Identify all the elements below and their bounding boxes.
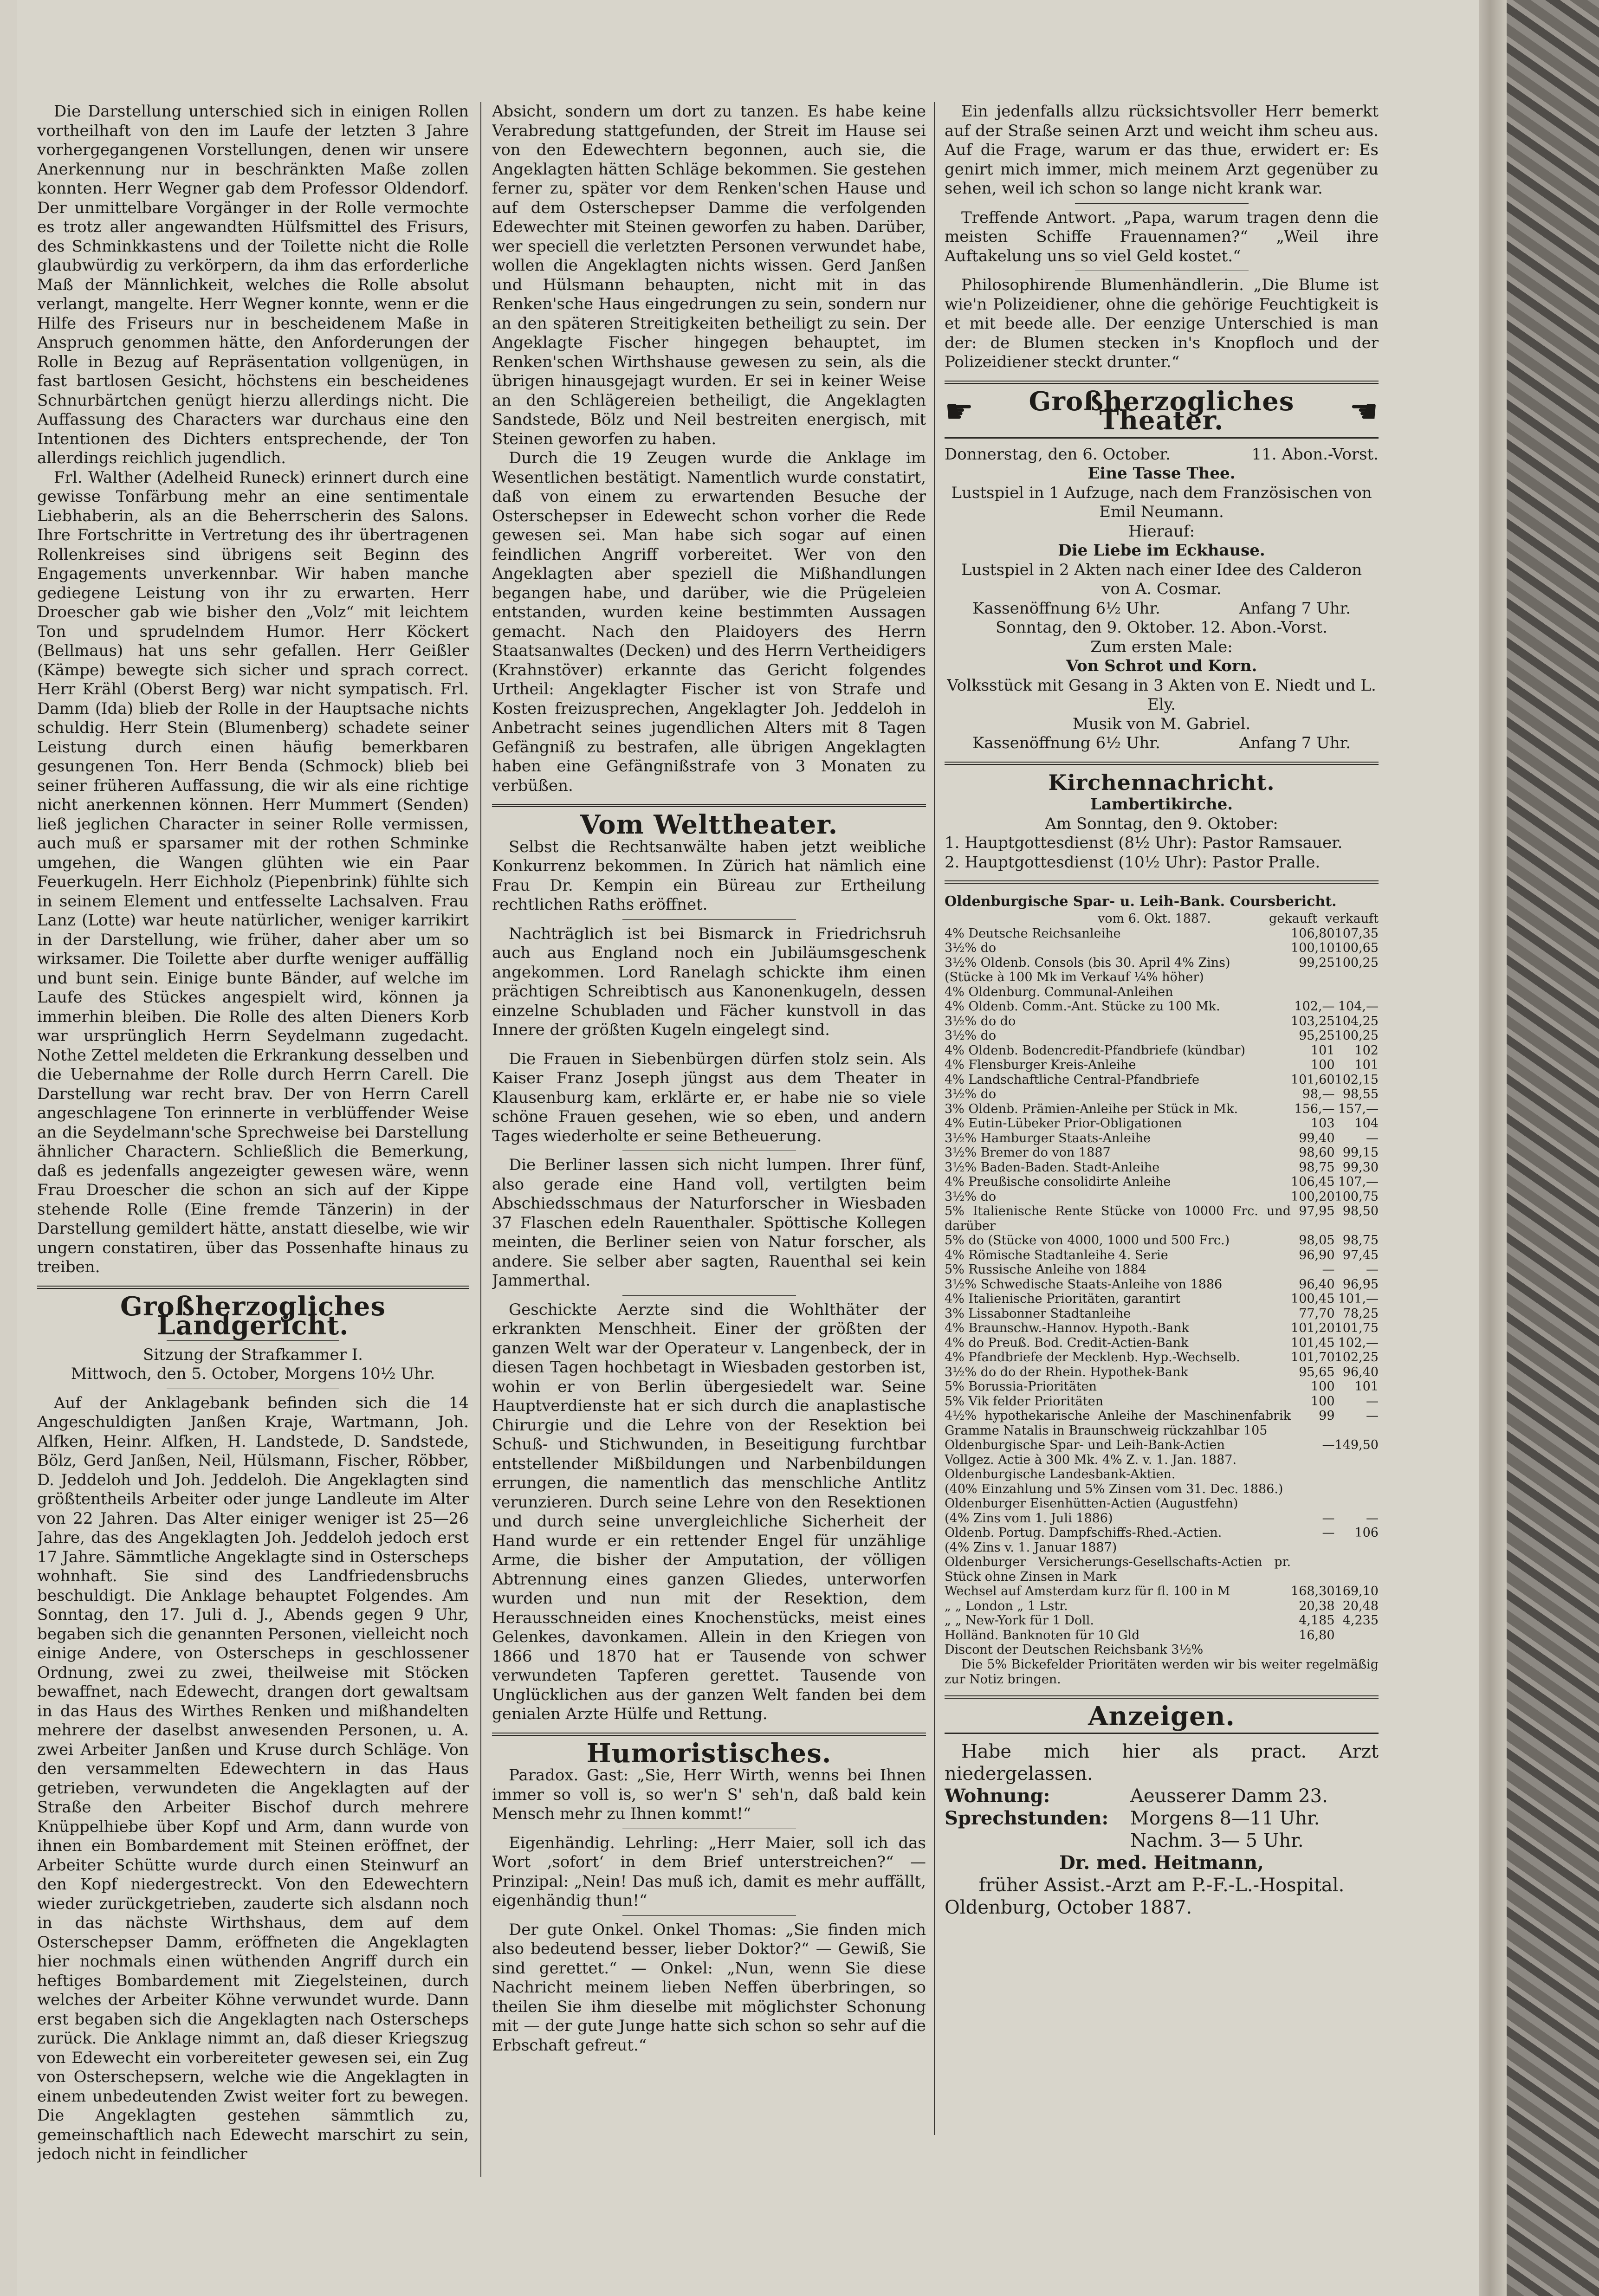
- section-divider: [945, 880, 1379, 884]
- church-title: Kirchennachricht.: [1048, 770, 1275, 795]
- kurs-row: [945, 1511, 1379, 1526]
- pointing-hand-right-icon: ☛: [945, 392, 974, 430]
- kurs-row: [945, 956, 1379, 970]
- kurs-row: [945, 1131, 1379, 1146]
- kurs-security: 4% Braunschw.-Hannov. Hypoth.-Bank: [945, 1321, 1189, 1335]
- theater-hierauf: Hierauf:: [1128, 522, 1195, 541]
- church-date: Am Sonntag, den 9. Oktober:: [1045, 814, 1278, 833]
- kurs-row: [945, 1584, 1379, 1599]
- kurs-security: 3½% Oldenb. Consols (bis 30. April 4% Zins): [945, 955, 1230, 970]
- kurs-row: [945, 926, 1379, 941]
- kurs-sold: 100,65: [1334, 941, 1379, 955]
- section-divider: [945, 381, 1379, 384]
- kurs-security: „ „ London „ 1 Lstr.: [945, 1598, 1068, 1613]
- doctor-ad: [945, 1740, 1379, 1919]
- theater-desc: Volksstück mit Gesang in 3 Akten von E. Niedt und L. Ely.: [947, 676, 1376, 714]
- kurs-bought: 95,65: [1299, 1365, 1335, 1379]
- kurs-sold: [1335, 1482, 1379, 1497]
- kurs-sold: 102,—: [1338, 1335, 1379, 1350]
- theater-desc: Lustspiel in 2 Akten nach einer Idee des Calderon von A. Cosmar.: [961, 560, 1362, 598]
- kurs-security: 3½% Bremer do von 1887: [945, 1145, 1111, 1160]
- kurs-security: „ „ New-York für 1 Doll.: [945, 1613, 1094, 1628]
- kurs-bought: 100,10: [1291, 941, 1335, 955]
- kurs-bought: 101,45: [1291, 1335, 1335, 1350]
- item-rule: [622, 1295, 796, 1296]
- kurs-sold: —: [1366, 1409, 1379, 1423]
- kurs-sold: —: [1366, 1262, 1379, 1277]
- kurs-sold: 149,50: [1334, 1438, 1379, 1452]
- kurs-row: [945, 1350, 1379, 1365]
- kurs-security: 3½% Schwedische Staats-Anleihe von 1886: [945, 1277, 1223, 1292]
- theater-open: Kassenöffnung 6½ Uhr.: [972, 599, 1160, 618]
- kurs-security: 5% Borussia-Prioritäten: [945, 1379, 1097, 1394]
- kurs-sold: 78,25: [1342, 1306, 1379, 1321]
- kurs-row: [945, 1073, 1379, 1087]
- ad-address: Aeusserer Damm 23.: [1130, 1785, 1328, 1807]
- kurs-col-bought: gekauft: [1269, 911, 1317, 926]
- theater-title: Großherzogliches Theater.: [1029, 386, 1295, 436]
- kurs-sold: —: [1366, 1511, 1379, 1526]
- kurs-bought: [1291, 970, 1334, 985]
- kurs-note: Die 5% Bickefelder Prioritäten werden wir bis weiter regelmäßig zur Notiz bringen.: [945, 1657, 1379, 1687]
- kurs-security: 4% do Preuß. Bod. Credit-Actien-Bank: [945, 1335, 1189, 1350]
- ad-hours-row: [945, 1830, 1379, 1852]
- kurs-row: [945, 1379, 1379, 1394]
- misc-item: Philosophirende Blumenhändlerin. „Die Blume ist wie'n Polizeidiener, ohne die gehörige Feuchtigkeit is et mit beede alle. Der eenzige Unterschied is man der: de Blumen stecken in's Knopfloch und der Polizeidiener steckt drunter.“: [945, 276, 1379, 371]
- kurs-row: [945, 1175, 1379, 1190]
- kurs-bought: 98,60: [1299, 1145, 1335, 1160]
- kurs-bought: 106,80: [1291, 926, 1335, 941]
- kurs-bought: —: [1322, 1511, 1335, 1526]
- kurs-sold: 101,75: [1334, 1321, 1379, 1335]
- kurs-row: [945, 1262, 1379, 1277]
- kurs-row: [945, 1087, 1379, 1102]
- kurs-sold: [1335, 1453, 1379, 1468]
- kurs-sold: [1335, 1467, 1379, 1482]
- court-sitting: Sitzung der Strafkammer I.: [143, 1345, 363, 1364]
- kurs-row: [945, 1438, 1379, 1453]
- kurs-row: [945, 985, 1379, 1000]
- theater-first: Zum ersten Male:: [1090, 637, 1233, 656]
- kurs-bought: 4,185: [1299, 1613, 1335, 1628]
- kurs-bought: 156,—: [1294, 1101, 1335, 1116]
- ad-hours-label: Sprechstunden:: [945, 1807, 1109, 1829]
- misc-item: Ein jedenfalls allzu rücksichtsvoller Herr bemerkt auf der Straße seinen Arzt und weicht ihm scheu aus. Auf die Frage, warum er das thue, erwidert er: Es genirt mich immer, mich meinem Arzt gegenüber zu sehen, weil ich schon so lange nicht krank war.: [945, 102, 1379, 198]
- kurs-sold: 106: [1354, 1526, 1379, 1540]
- ad-former-position: früher Assist.-Arzt am P.-F.-L.-Hospital.: [978, 1875, 1345, 1896]
- kurs-bought: 103,25: [1291, 1014, 1335, 1028]
- kurs-security: 3½% Hamburger Staats-Anleihe: [945, 1131, 1151, 1145]
- section-divider: [945, 1695, 1379, 1699]
- kurs-sold: 169,10: [1334, 1584, 1379, 1598]
- left-page-edge: [0, 0, 18, 2296]
- kurs-row: [945, 1555, 1379, 1584]
- theater-music: Musik von M. Gabriel.: [1072, 714, 1251, 733]
- kurs-security: 4% Pfandbriefe der Mecklenb. Hyp.-Wechselb.: [945, 1350, 1240, 1365]
- kurs-sold: 101: [1354, 1058, 1379, 1072]
- kurs-sold: 102,25: [1334, 1350, 1379, 1365]
- kurs-sold: —: [1366, 1394, 1379, 1409]
- title-rule: [945, 1733, 1379, 1734]
- kurs-security: Holländ. Banknoten für 10 Gld: [945, 1628, 1140, 1643]
- welttheater-title: Vom Welttheater.: [580, 809, 838, 840]
- kurs-security: 4% Oldenb. Comm.-Ant. Stücke zu 100 Mk.: [945, 999, 1220, 1014]
- kurs-row: [945, 1248, 1379, 1263]
- kurs-bought: 98,05: [1299, 1233, 1335, 1248]
- kurs-bought: —: [1322, 1438, 1335, 1452]
- kurs-security: 3½% do do der Rhein. Hypothek-Bank: [945, 1365, 1188, 1379]
- welt-item: Die Frauen in Siebenbürgen dürfen stolz sein. Als Kaiser Franz Joseph jüngst aus dem Theater in Klausenburg kam, erklärte er, er habe nie so viele schöne Frauen gesehen, wie so eben, und andern Tages wiederholte er seine Betheuerung.: [492, 1049, 926, 1145]
- kurs-row: [945, 1628, 1379, 1643]
- kurs-security: 3% Lissabonner Stadtanleihe: [945, 1306, 1131, 1321]
- welt-item: Nachträglich ist bei Bismarck in Friedrichsruh auch aus England noch ein Jubiläumsgeschenk angekommen. Lord Ranelagh schickte ihm einen prächtigen Schreibtisch aus Kanonenkugeln, dessen einzelne Schubladen und Fächer kunstvoll in das Innere der größten Kugeln eingelegt sind.: [492, 924, 926, 1039]
- item-rule: [1075, 203, 1249, 204]
- kurs-sold: 157,—: [1338, 1101, 1379, 1116]
- kurs-row: [945, 1599, 1379, 1614]
- kurs-title: Oldenburgische Spar- u. Leih-Bank. Coursbericht.: [945, 893, 1337, 910]
- kurs-sold: —: [1366, 1131, 1379, 1145]
- kurs-security: 3½% do: [945, 1189, 997, 1204]
- kurs-row: [945, 1365, 1379, 1380]
- kurs-bought: 100,20: [1291, 1189, 1335, 1204]
- kurs-row: [945, 1277, 1379, 1292]
- column-rule-2: [934, 102, 935, 2135]
- kurs-security: 5% Russische Anleihe von 1884: [945, 1262, 1146, 1277]
- item-rule: [622, 1915, 796, 1916]
- kurs-sold: [1335, 970, 1379, 985]
- kurs-sold: 107,—: [1338, 1175, 1379, 1189]
- column-3: [945, 102, 1379, 1919]
- kurs-bought: [1291, 1467, 1334, 1482]
- kurs-row: [945, 1145, 1379, 1160]
- church-service: 1. Hauptgottesdienst (8½ Uhr): Pastor Ramsauer.: [945, 834, 1343, 852]
- kurs-sold: 4,235: [1342, 1613, 1379, 1628]
- theater-times: [945, 734, 1379, 753]
- theater-review-para: Frl. Walther (Adelheid Runeck) erinnert durch eine gewisse Tonfärbung mehr an eine sentimentale Liebhaberin, als an die Beherrscherin des Salons. Ihre Fortschritte in Vertretung des ihr übertragenen Rollenkreises sind übrigens seit Beginn des Engagements unverkennbar. Wir haben manche gediegene Leistung von ihr zu erwarten. Herr Droescher gab wie bisher den „Volz“ mit leichtem Ton und sprudelndem Humor. Herr Köckert (Bellmaus) hat uns sehr gefallen. Herr Geißler (Kämpe) bewegte sich sicher und sprach correct. Herr Krähl (Oberst Berg) war nicht sympatisch. Frl. Damm (Ida) blieb der Rolle in der Hauptsache nichts schuldig. Herr Stein (Blumenberg) schadete seiner Leistung durch einen häufig bemerkbaren gesungenen Ton. Herr Benda (Schmock) blieb bei seiner früheren Auffassung, die wir als eine richtige nicht anerkennen können. Herr Mummert (Senden) ließ jeglichen Character in seiner Rolle vermissen, auch muß er sparsamer mit der rothen Schminke umgehen, die Wangen glühten wie ein Paar Feuerkugeln. Herr Eichholz (Piepenbrink) fühlte sich in seinem Element und entfesselte Lachsalven. Frau Lanz (Lotte) war heute natürlicher, weniger karrikirt in der Darstellung, wie früher, daher aber um so wirksamer. Die Toilette aber durfte weniger auffällig und bunt sein. Einige bunte Bänder, auf welche im Laufe des Stückes angespielt wird, können ja immerhin bleiben. Die Rolle des alten Dieners Korb war ursprünglich Herrn Seydelmann zugedacht. Nothe Zettel meldeten die Erkrankung desselben und die Uebernahme der Rolle durch Herrn Carell. Die Darstellung war recht brav. Der von Herrn Carell angeschlagene Ton erinnerte in verblüffender Weise an die Seydelmann'sche Sprechweise bei Darstellung ähnlicher Charactern. Schließlich die Bemerkung, daß es jedenfalls angezeigter gewesen wäre, wenn Frau Droescher die schon an sich auf der Kippe stehende Rolle (Eine fremde Tänzerin) in der Darstellung gemildert hätte, anstatt dieselbe, wie wir ungern constatiren, über das Possenhafte hinaus zu treiben.: [37, 468, 469, 1276]
- kurs-bought: [1291, 1453, 1334, 1468]
- kurs-sold: 107,35: [1334, 926, 1379, 941]
- kurs-sold: 104,—: [1338, 999, 1379, 1014]
- kurs-sold: 98,50: [1342, 1204, 1379, 1218]
- theater-desc: Lustspiel in 1 Aufzuge, nach dem Französischen von Emil Neumann.: [951, 483, 1372, 521]
- theater-date: Sonntag, den 9. Oktober. 12. Abon.-Vorst.: [996, 618, 1327, 637]
- kurs-date: vom 6. Okt. 1887.: [1098, 911, 1211, 926]
- kurs-security: 4% Römische Stadtanleihe 4. Serie: [945, 1248, 1168, 1262]
- kurs-security: 3% Oldenb. Prämien-Anleihe per Stück in Mk.: [945, 1101, 1238, 1116]
- kurs-row: [945, 1116, 1379, 1131]
- item-rule: [622, 919, 796, 920]
- kurs-row: [945, 1453, 1379, 1468]
- kurs-bought: 103: [1310, 1116, 1335, 1131]
- section-divider: [492, 1733, 926, 1736]
- court-date: Mittwoch, den 5. October, Morgens 10½ Uhr.: [71, 1365, 435, 1383]
- kurs-sold: [1335, 1643, 1379, 1657]
- court-text-cont: Absicht, sondern um dort zu tanzen. Es habe keine Verabredung stattgefunden, der Streit im Hause sei von den Edewechtern begonnen, auch sie, die Angeklagten hätten Schläge bekommen. Sie gestehen ferner zu, später vor dem Renken'schen Hause und auf dem Osterschepser Damme die verfolgenden Edewechter mit Steinen geworfen zu haben. Darüber, wer speciell die verletzten Personen verwundet habe, wollen die Angeklagten nichts wissen. Gerd Janßen und Hülsmann behaupten, nicht mit in das Renken'sche Haus eingedrungen zu sein, sondern nur an den späteren Streitigkeiten betheiligt zu sein. Der Angeklagte Fischer hingegen behauptet, im Renken'schen Wirthshause gewesen zu sein, als die übrigen hinausgejagt wurden. Er sei in keiner Weise an den Schlägereien betheiligt, die Angeklagten Sandstede, Bölz und Neil bestreiten energisch, mit Steinen geworfen zu haben.: [492, 102, 926, 448]
- kurs-security: 4½% hypothekarische Anleihe der Maschinenfabrik Gramme Natalis in Braunschweig rückzahlbar 105: [945, 1409, 1291, 1438]
- kurs-security: 3½% do: [945, 1087, 997, 1101]
- kurs-bought: 168,30: [1291, 1584, 1335, 1598]
- kurs-sold: 101: [1354, 1379, 1379, 1394]
- kurs-bought: 96,40: [1299, 1277, 1335, 1292]
- kurs-row: [945, 1336, 1379, 1351]
- kurs-row: [945, 1321, 1379, 1336]
- kurs-security: (40% Einzahlung und 5% Zinsen vom 31. Dec. 1886.): [945, 1481, 1283, 1496]
- kurs-row: [945, 1467, 1379, 1482]
- welt-item: Selbst die Rechtsanwälte haben jetzt weibliche Konkurrenz bekommen. In Zürich hat nämlich eine Frau Dr. Kempin ein Büreau zur Ertheilung rechtlichen Raths eröffnet.: [492, 837, 926, 914]
- kurs-security: 4% Flensburger Kreis-Anleihe: [945, 1058, 1136, 1072]
- theater-date: Donnerstag, den 6. October.: [945, 445, 1171, 464]
- kurs-row: [945, 1028, 1379, 1043]
- kurs-row: [945, 1643, 1379, 1657]
- kurs-sold: 97,45: [1342, 1248, 1379, 1262]
- kurs-security: 4% Oldenb. Bodencredit-Pfandbriefe (kündbar): [945, 1043, 1245, 1058]
- kurs-security: 4% Oldenburg. Communal-Anleihen: [945, 984, 1173, 999]
- kurs-sold: 98,75: [1342, 1233, 1379, 1248]
- kurs-row: [945, 941, 1379, 956]
- kurs-row: [945, 1058, 1379, 1073]
- section-divider: [945, 762, 1379, 765]
- ad-place-date: Oldenburg, October 1887.: [945, 1897, 1192, 1918]
- kurs-sold: 99,15: [1342, 1145, 1379, 1160]
- kurs-header: [945, 892, 1379, 912]
- pointing-hand-left-icon: ☛: [1349, 392, 1379, 430]
- kurs-security: (Stücke à 100 Mk im Verkauf ¼% höher): [945, 970, 1204, 984]
- column-1: [37, 102, 469, 2164]
- kurs-row: [945, 1482, 1379, 1497]
- column-rule-1: [480, 102, 481, 2177]
- kurs-security: 4% Deutsche Reichsanleihe: [945, 926, 1121, 941]
- kurs-bought: 77,70: [1299, 1306, 1335, 1321]
- kurs-security: Discont der Deutschen Reichsbank 3½%: [945, 1643, 1204, 1657]
- kurs-sold: 20,48: [1342, 1598, 1379, 1613]
- kurs-security: Oldenb. Portug. Dampfschiffs-Rhed.-Actien.: [945, 1526, 1222, 1540]
- theater-date-row: [945, 445, 1379, 465]
- kurs-sold: [1335, 1555, 1379, 1584]
- kurs-row: [945, 1014, 1379, 1029]
- kurs-security: 5% Vik felder Prioritäten: [945, 1394, 1104, 1409]
- ad-name: Dr. med. Heitmann,: [1059, 1852, 1264, 1874]
- church-service: 2. Hauptgottesdienst (10½ Uhr): Pastor Pralle.: [945, 853, 1321, 872]
- kurs-bought: 95,25: [1299, 1028, 1335, 1043]
- kurs-security: 4% Landschaftliche Central-Pfandbriefe: [945, 1072, 1200, 1087]
- kurs-sold: 104,25: [1334, 1014, 1379, 1028]
- kurs-bought: 99,40: [1299, 1131, 1335, 1145]
- theater-play: Die Liebe im Eckhause.: [1058, 541, 1265, 560]
- kurs-row: [945, 1160, 1379, 1175]
- humor-item: Der gute Onkel. Onkel Thomas: „Sie finden mich also bedeutend besser, lieber Doktor?“ — Gewiß, Sie sind gerettet.“ — Onkel: „Nun, wenn Sie diese Nachricht meinem lieben Neffen überbringen, so theilen Sie ihm dieselbe mit möglichster Schonung mit — der gute Junge hatte sich schon so sehr auf die Erbschaft gefreut.“: [492, 1920, 926, 2055]
- kurs-sold: [1335, 985, 1379, 1000]
- theater-play: Von Schrot und Korn.: [1066, 657, 1257, 675]
- theater-play: Eine Tasse Thee.: [1088, 464, 1236, 483]
- kurs-row: [945, 1102, 1379, 1117]
- kurs-security: 4% Preußische consolidirte Anleihe: [945, 1175, 1171, 1189]
- kurs-bought: —: [1322, 1262, 1335, 1277]
- kurs-bought: [1291, 1643, 1334, 1657]
- kurs-security: 5% do (Stücke von 4000, 1000 und 500 Frc.): [945, 1233, 1230, 1248]
- kurs-bought: 101,60: [1291, 1072, 1335, 1087]
- kurs-row: [945, 1306, 1379, 1321]
- kurs-bought: 16,80: [1299, 1628, 1335, 1643]
- kurs-sold: 102,15: [1334, 1072, 1379, 1087]
- kurs-sold: 100,25: [1334, 955, 1379, 970]
- theater-review-para: Die Darstellung unterschied sich in einigen Rollen vortheilhaft von den im Laufe der letzten 3 Jahre vorhergegangenen Vorstellungen, denen wir unsere Anerkennung nur in beschränkten Maße zollen konnten. Herr Wegner gab dem Professor Oldendorf. Der unmittelbare Vorgänger in der Rolle vermochte es trotz aller angewandten Hülfsmittel des Frisurs, des Schminkkastens und der Toilette nicht die Rolle glaubwürdig zu verkörpern, da ihm das erforderliche Maß der Männlichkeit, welches die Rolle absolut verlangt, mangelte. Herr Wegner konnte, wenn er die Hilfe des Friseurs nur in bescheidenem Maße in Anspruch genommen hätte, den Anforderungen der Rolle in Bezug auf Repräsentation vollgenügen, in fast bartlosen Gesicht, höchstens ein bescheidenes Schnurbärtchen genügt hierzu allerdings nicht. Die Auffassung des Characters war durchaus eine den Intentionen des Dichters entsprechende, der Ton allerdings reichlich jugendlich.: [37, 102, 469, 467]
- kurs-row: [945, 1190, 1379, 1204]
- kurs-security: Vollgez. Actie à 300 Mk. 4% Z. v. 1. Jan. 1887.: [945, 1452, 1237, 1467]
- kurs-bought: 101,20: [1291, 1321, 1335, 1335]
- kurs-security: 3½% do: [945, 1028, 997, 1043]
- kurs-bought: [1291, 1555, 1334, 1584]
- kurs-security: (4% Zins vom 1. Juli 1886): [945, 1511, 1113, 1526]
- ad-line: Habe mich hier als pract. Arzt niedergelassen.: [945, 1741, 1379, 1785]
- kurs-bought: [1291, 1482, 1334, 1497]
- theater-abon: 11. Abon.-Vorst.: [1251, 445, 1379, 464]
- kurs-security: Wechsel auf Amsterdam kurz für fl. 100 in M: [945, 1584, 1230, 1598]
- kurs-bought: 100: [1310, 1058, 1335, 1072]
- ad-address-label: Wohnung:: [945, 1785, 1050, 1807]
- kurs-sold: 96,95: [1342, 1277, 1379, 1292]
- kurs-row: [945, 1496, 1379, 1511]
- kurs-row: [945, 1233, 1379, 1248]
- kurs-bought: 100: [1310, 1394, 1335, 1409]
- kurs-sold: 98,55: [1342, 1087, 1379, 1101]
- humor-item: Paradox. Gast: „Sie, Herr Wirth, wenns bei Ihnen immer so voll is, so wer'n S' seh'n, daß bald kein Mensch mehr zu Ihnen kommt!“: [492, 1766, 926, 1823]
- marbled-cover: [1507, 0, 1599, 2296]
- church-sub: Lambertikirche.: [1090, 795, 1233, 814]
- kurs-sold: 100,75: [1334, 1189, 1379, 1204]
- kurs-bought: 100,45: [1291, 1292, 1335, 1306]
- kurs-security: Oldenburger Eisenhütten-Actien (Augustfehn): [945, 1496, 1238, 1511]
- kurs-bought: 20,38: [1299, 1598, 1335, 1613]
- kurs-row: [945, 999, 1379, 1014]
- kurs-row: [945, 1043, 1379, 1058]
- kurs-sold: [1335, 1540, 1379, 1555]
- kurs-bought: 98,—: [1302, 1087, 1335, 1101]
- welt-item: Geschickte Aerzte sind die Wohlthäter der erkrankten Menschheit. Einer der größten der ganzen Welt war der Operateur v. Langenbeck, der in diesen Tagen hochbetagt in Wiesbaden gestorben ist, wohin er von Berlin übergesiedelt war. Seine Hauptverdienste hat er sich durch die anaplastische Chirurgie und die Lehre von der Resektion bei Schuß- und Stichwunden, in Beseitigung furchtbar entstellender Mißbildungen und Narbenbildungen errungen, die namentlich das menschliche Antlitz verunzieren. Durch seine Lehre von den Resektionen und durch seine unvergleichliche Sicherheit der Hand wurde er ein rettender Engel für unzählige Arme, die bisher der Amputation, der völligen Abtrennung eines ganzen Gliedes, unterworfen wurden und nun mit der Resektion, dem Herausschneiden eines Knochenstücks, meist eines Gelenkes, davonkamen. Allein in den Kriegen von 1866 und 1870 hat er Tausende von schwer verwundeten Tapferen gerettet. Tausende von Unglücklichen aus der ganzen Welt fanden bei dem genialen Arzte Hülfe und Rettung.: [492, 1300, 926, 1723]
- court-text: Auf der Anklagebank befinden sich die 14 Angeschuldigten Janßen Kraje, Wartmann, Joh. Alfken, Heinr. Alfken, H. Landstede, D. Sandstede, Bölz, Gerd Janßen, Neil, Hülsmann, Fischer, Röbber, D. Jeddeloh und Joh. Jeddeloh. Die Angeklagten sind größtentheils Arbeiter oder junge Landleute im Alter von 22 Jahren. Das Alter einiger weniger ist 25—26 Jahre, das des Angeklagten Joh. Jeddeloh jedoch erst 17 Jahre. Sämmtliche Angeklagte sind in Osterscheps wohnhaft. Sie sind des Landfriedensbruchs beschuldigt. Die Anklage behauptet Folgendes. Am Sonntag, den 17. Juli d. J., Abends gegen 9 Uhr, begaben sich die genannten Personen, vielleicht noch einige Andere, von Osterscheps in geschlossener Ordnung, zwei zu zwei, theilweise mit Stöcken bewaffnet, nach Edewecht, drangen dort gewaltsam in das Haus des Wirthes Renken und mißhandelten mehrere der daselbst anwesenden Personen, u. A. zwei Arbeiter Janßen und Kruse durch Schläge. Von den versammelten Edewechtern in das Haus getrieben, verwundeten die Angeklagten auf der Straße den Arbeiter Bischof durch mehrere Knüppelhiebe über Kopf und Arm, dann wurde von ihnen ein Bombardement mit Steinen eröffnet, der Arbeiter Schütte wurde durch einen Steinwurf an den Kopf niedergestreckt. Von den Edewechtern wieder zurückgetrieben, zauderte sich alsdann noch in das nächste Wirthshaus, dem auf dem Osterschepser Damm, eröffneten die Angeklagten hier nochmals einen wüthenden Angriff durch ein heftiges Bombardement mit Ziegelsteinen, durch welches der Arbeiter Köhne verwundet wurde. Dann erst begaben sich die Angeklagten nach Osterscheps zurück. Die Anklage nimmt an, daß dieser Kriegszug von Edewecht ein vorbereiteter gewesen sei, ein Zug von Osterschepsern, welche wie die Angeklagten in einem unbedeutenden Zwist weiter fort zu bewegen. Die Angeklagten gestehen sämmtlich zu, gemeinschaftlich nach Edewecht marschirt zu sein, jedoch nicht in feindlicher: [37, 1393, 469, 2163]
- kurs-security: Oldenburgische Landesbank-Aktien.: [945, 1467, 1176, 1481]
- ad-hours-row: [945, 1807, 1379, 1830]
- page-block-edge: [1479, 0, 1507, 2296]
- kurs-sold: [1335, 1496, 1379, 1511]
- anzeigen-title: Anzeigen.: [1088, 1701, 1235, 1732]
- kurs-bought: 101: [1310, 1043, 1335, 1058]
- kurs-sold: [1335, 1628, 1379, 1643]
- kurs-sold: 99,30: [1342, 1160, 1379, 1175]
- kurs-bought: 99,25: [1299, 955, 1335, 970]
- kurs-row: [945, 1613, 1379, 1628]
- theater-start: Anfang 7 Uhr.: [1239, 599, 1351, 618]
- kurs-bought: 97,95: [1299, 1204, 1335, 1218]
- kurs-table: [945, 926, 1379, 1657]
- section-divider: [492, 804, 926, 807]
- kurs-security: 4% Eutin-Lübeker Prior-Obligationen: [945, 1116, 1182, 1131]
- kurs-row: [945, 1409, 1379, 1438]
- kurs-row: [945, 1394, 1379, 1409]
- kurs-col-sold: verkauft: [1325, 911, 1379, 926]
- kurs-bought: —: [1322, 1526, 1335, 1540]
- kurs-row: [945, 1540, 1379, 1555]
- humor-title: Humoristisches.: [586, 1738, 832, 1769]
- kurs-bought: [1291, 1540, 1334, 1555]
- kurs-bought: 100: [1310, 1379, 1335, 1394]
- ad-hours-morning: Morgens 8—11 Uhr.: [1130, 1808, 1320, 1829]
- ad-address-row: [945, 1785, 1379, 1807]
- kurs-security: 5% Italienische Rente Stücke von 10000 Frc. und darüber: [945, 1204, 1291, 1233]
- kurs-bought: 98,75: [1299, 1160, 1335, 1175]
- court-title: Großherzogliches Landgericht.: [120, 1291, 386, 1341]
- kurs-security: (4% Zins v. 1. Januar 1887): [945, 1540, 1117, 1555]
- kurs-bought: [1291, 985, 1334, 1000]
- kurs-sold: 96,40: [1342, 1365, 1379, 1379]
- kurs-bought: 99: [1319, 1409, 1335, 1423]
- column-2: [492, 102, 926, 2055]
- theater-header: [945, 386, 1379, 436]
- kurs-security: 3½% do: [945, 941, 997, 955]
- kurs-bought: 106,45: [1291, 1175, 1335, 1189]
- kurs-subheader: [945, 912, 1379, 926]
- kurs-bought: 101,70: [1291, 1350, 1335, 1365]
- section-divider: [37, 1286, 469, 1289]
- kurs-sold: 101,—: [1338, 1292, 1379, 1306]
- kurs-row: [945, 970, 1379, 985]
- misc-item: Treffende Antwort. „Papa, warum tragen denn die meisten Schiffe Frauennamen?“ „Weil ihre Auftakelung uns so viel Geld kostet.“: [945, 208, 1379, 265]
- kurs-security: Oldenburgische Spar- und Leih-Bank-Actien: [945, 1438, 1225, 1452]
- ad-hours-afternoon: Nachm. 3— 5 Uhr.: [1130, 1830, 1304, 1851]
- kurs-row: [945, 1292, 1379, 1306]
- kurs-security: 3½% do do: [945, 1014, 1016, 1028]
- theater-start: Anfang 7 Uhr.: [1239, 734, 1351, 752]
- kurs-sold: 100,25: [1334, 1028, 1379, 1043]
- title-rule: [945, 437, 1379, 439]
- kurs-bought: 96,90: [1299, 1248, 1335, 1262]
- kurs-bought: [1291, 1496, 1334, 1511]
- kurs-security: Oldenburger Versicherungs-Gesellschafts-Actien pr. Stück ohne Zinsen in Mark: [945, 1555, 1291, 1584]
- court-text-cont: Durch die 19 Zeugen wurde die Anklage im Wesentlichen bestätigt. Namentlich wurde constatirt, daß von einem zu erwartenden Besuche der Osterschepser in Edewecht schon vorher die Rede gewesen sei. Man habe sich sogar auf einen feindlichen Angriff vorbereitet. Wer von den Angeklagten aber speziell die Mißhandlungen begangen habe, und darüber, wie die Prügeleien entstanden, wurden keine bestimmten Aussagen gemacht. Nach den Plaidoyers des Herrn Staatsanwaltes (Decken) und des Herrn Vertheidigers (Krahnstöver) erkannte das Gericht folgendes Urtheil: Angeklagter Fischer ist von Strafe und Kosten freizusprechen, Angeklagter Joh. Jeddeloh in Anbetracht seines jugendlichen Alters mit 8 Tagen Gefängniß zu bestrafen, alle übrigen Angeklagten haben eine Gefängnißstrafe von 3 Monaten zu verbüßen.: [492, 449, 926, 795]
- kurs-security: 3½% Baden-Baden. Stadt-Anleihe: [945, 1160, 1160, 1175]
- kurs-security: 4% Italienische Prioritäten, garantirt: [945, 1292, 1181, 1306]
- theater-times: [945, 599, 1379, 619]
- welt-item: Die Berliner lassen sich nicht lumpen. Ihrer fünf, also gerade eine Hand voll, vertilgten beim Abschiedsschmaus der Naturforscher in Wiesbaden 37 Flaschen edeln Rauenthaler. Spöttische Kollegen meinten, die Berliner seien von Natur forscher, als andere. Sie selber aber sagten, Rauenthal sei kein Jammerthal.: [492, 1156, 926, 1290]
- kurs-row: [945, 1526, 1379, 1540]
- kurs-sold: 104: [1354, 1116, 1379, 1131]
- humor-item: Eigenhändig. Lehrling: „Herr Maier, soll ich das Wort ‚sofort‘ in dem Brief unterstreichen?“ — Prinzipal: „Nein! Das muß ich, damit es mehr auffällt, eigenhändig thun!“: [492, 1833, 926, 1910]
- kurs-bought: 102,—: [1294, 999, 1335, 1014]
- kurs-row: [945, 1204, 1379, 1233]
- theater-open: Kassenöffnung 6½ Uhr.: [972, 734, 1160, 752]
- kurs-sold: 102: [1354, 1043, 1379, 1058]
